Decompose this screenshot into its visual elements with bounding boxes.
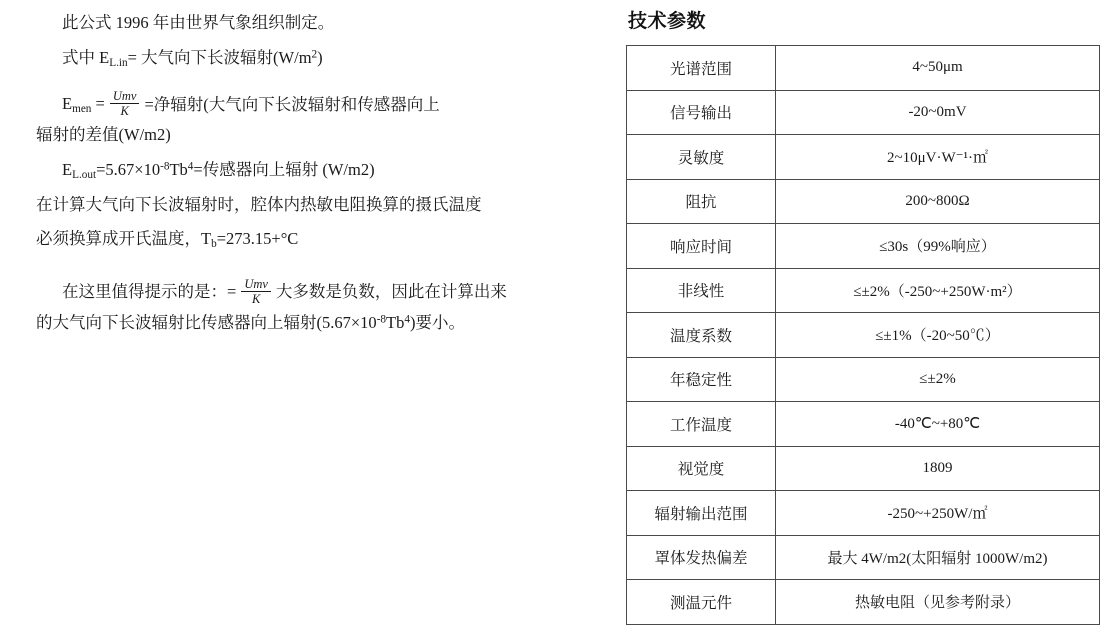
note-tail: 大多数是负数，因此在计算出来 — [275, 282, 507, 302]
table-row — [627, 580, 1100, 625]
subscript-lout: L.out — [72, 168, 97, 181]
note-prefix: 在这里值得提示的是：= — [62, 282, 237, 302]
equation-net-radiation — [36, 89, 560, 150]
spec-value: -20~0mV — [776, 90, 1100, 135]
right-spec-column — [626, 0, 1086, 625]
note-line-1 — [36, 277, 560, 308]
paragraph-difference-unit: 辐射的差值(W/m2) — [36, 125, 171, 145]
spec-value: 1809 — [776, 446, 1100, 491]
spec-table — [626, 45, 1100, 625]
spec-value: 最大 4W/m2(太阳辐射 1000W/m2) — [776, 535, 1100, 580]
spec-key: 辐射输出范围 — [627, 491, 776, 536]
table-row — [627, 46, 1100, 91]
note-block — [36, 277, 560, 338]
fraction-numerator: Umv — [244, 276, 268, 291]
spec-key: 非线性 — [627, 268, 776, 313]
table-row — [627, 535, 1100, 580]
spec-value: ≤±2%（-250~+250W·m²） — [776, 268, 1100, 313]
superscript-neg8-note: -8 — [376, 313, 387, 326]
fraction-numerator: Umv — [112, 89, 137, 104]
note-line-2: 的大气向下长波辐射比传感器向上辐射$(5.67\times 10^{-8}Tb^4)$要小。 — [36, 312, 465, 332]
table-row — [627, 491, 1100, 536]
spec-value: ≤±1%（-20~50℃） — [776, 313, 1100, 358]
equation-label: $E_{men}$ = — [62, 94, 105, 116]
spec-table-body — [627, 46, 1100, 625]
spec-key: 测温元件 — [627, 580, 776, 625]
paragraph-kelvin-conversion: 必须换算成开氏温度，$T_b=273.15+^\circ C$ — [36, 229, 299, 251]
table-row — [627, 402, 1100, 447]
paragraph-standard-origin: 此公式 1996 年由世界气象组织制定。 — [62, 13, 335, 32]
spec-key: 罩体发热偏差 — [627, 535, 776, 580]
spec-value: 200~800Ω — [776, 179, 1100, 224]
equation-tail-text: =净辐射(大气向下长波辐射和传感器向上 — [144, 94, 440, 114]
fraction-denominator: K — [241, 291, 271, 306]
spec-key: 响应时间 — [627, 224, 776, 269]
spec-key: 阻抗 — [627, 179, 776, 224]
spec-key: 工作温度 — [627, 402, 776, 447]
superscript-neg8: -8 — [160, 160, 170, 173]
table-row — [627, 179, 1100, 224]
superscript-4-note: 4 — [404, 313, 410, 326]
spec-key: 光谱范围 — [627, 46, 776, 91]
spec-value: -250~+250W/㎡ — [776, 491, 1100, 536]
table-row — [627, 224, 1100, 269]
paragraph-thermistor-note: 在计算大气向下长波辐射时，腔体内热敏电阻换算的摄氏温度 — [36, 194, 482, 214]
spec-value: 4~50μm — [776, 46, 1100, 91]
table-row — [627, 313, 1100, 358]
subscript-b: b — [211, 238, 217, 251]
spec-key: 灵敏度 — [627, 135, 776, 180]
spec-value: ≤30s（99%响应） — [776, 224, 1100, 269]
paragraph-upward-radiation-formula: $E_{L.out}=5.67\times 10^{-8}Tb^4=$传感器向上辐射 (W/m2) — [62, 159, 375, 181]
spec-value: -40℃~+80℃ — [776, 402, 1100, 447]
spec-key: 年稳定性 — [627, 357, 776, 402]
spec-value: 热敏电阻（见参考附录） — [776, 580, 1100, 625]
subscript-men: men — [72, 103, 92, 116]
spec-value: 2~10μV·W⁻¹·㎡ — [776, 135, 1100, 180]
fraction-umv-over-k — [110, 89, 140, 118]
table-row — [627, 446, 1100, 491]
equation-line — [36, 89, 560, 120]
fraction-denominator: K — [110, 103, 140, 118]
subscript-lin: L.in — [109, 56, 128, 69]
fraction-umv-over-k-note — [241, 277, 271, 306]
table-row — [627, 268, 1100, 313]
paragraph-downward-radiation-def: 式中 $E_{L.in}=$ 大气向下长波辐射$(W/m^2)$ — [62, 47, 323, 69]
spec-key: 温度系数 — [627, 313, 776, 358]
spec-key: 信号输出 — [627, 90, 776, 135]
spec-value: ≤±2% — [776, 357, 1100, 402]
spec-table-title: 技术参数 — [628, 11, 707, 32]
table-row — [627, 135, 1100, 180]
superscript-2: 2 — [311, 48, 318, 61]
table-row — [627, 357, 1100, 402]
superscript-4: 4 — [187, 160, 194, 173]
table-row — [627, 90, 1100, 135]
spec-key: 视觉度 — [627, 446, 776, 491]
